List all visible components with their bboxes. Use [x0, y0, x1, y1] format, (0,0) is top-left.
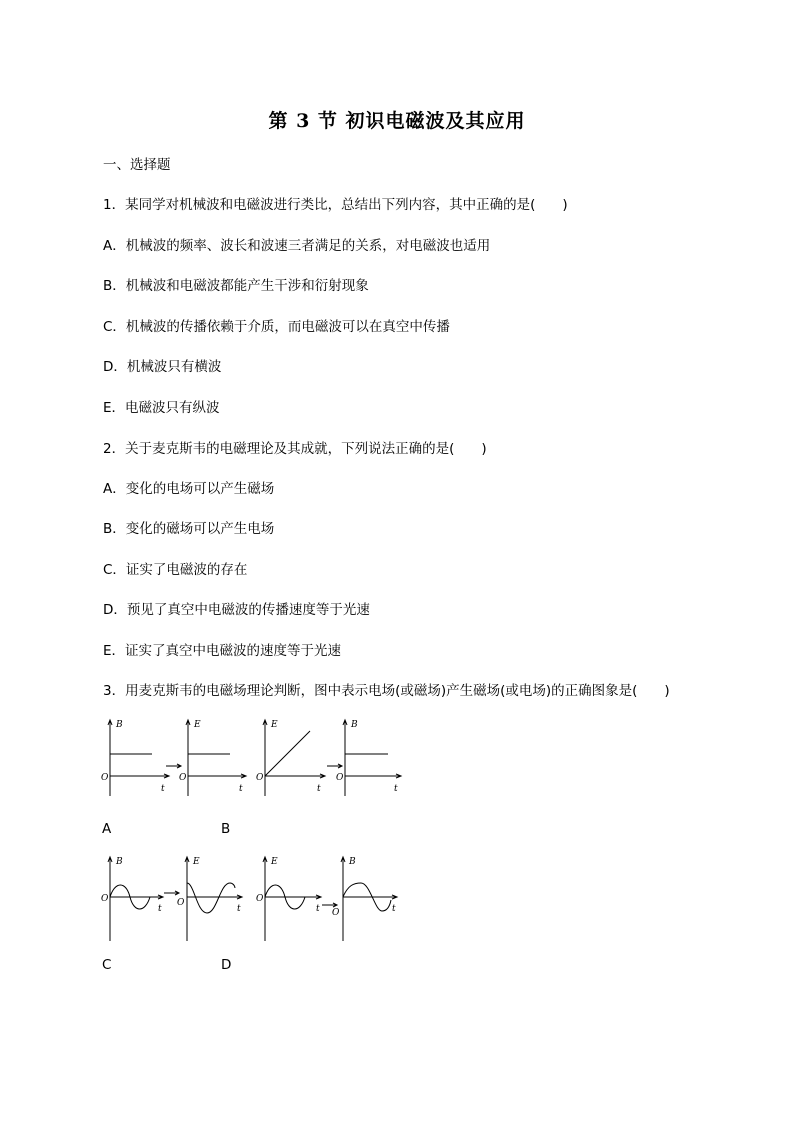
- axis-label-o: O: [177, 898, 185, 908]
- figure-label-c: C: [102, 957, 112, 973]
- axis-label-t: t: [161, 784, 165, 794]
- axis-label-b: B: [349, 857, 356, 867]
- axis-label-o: O: [101, 773, 109, 783]
- axis-label-o: O: [256, 773, 264, 783]
- axis-label-t: t: [316, 904, 320, 914]
- axis-label-b: B: [351, 720, 358, 730]
- axis-label-o: O: [336, 773, 344, 783]
- axis-label-b: B: [116, 857, 123, 867]
- q1-option-c: C．机械波的传播依赖于介质，而电磁波可以在真空中传播: [103, 319, 450, 335]
- q1-option-b: B．机械波和电磁波都能产生干涉和衍射现象: [103, 278, 369, 294]
- q1-option-d: D．机械波只有横波: [103, 359, 222, 375]
- axis-label-e: E: [271, 857, 278, 867]
- axis-label-t: t: [392, 904, 396, 914]
- axis-label-o: O: [179, 773, 187, 783]
- axis-label-o: O: [101, 894, 109, 904]
- axis-label-b: B: [116, 720, 123, 730]
- figure-label-d: D: [221, 957, 232, 973]
- q2-option-a: A．变化的电场可以产生磁场: [103, 481, 275, 497]
- page-title: 第 3 节 初识电磁波及其应用: [268, 110, 526, 132]
- axis-label-o: O: [332, 908, 340, 918]
- axis-label-t: t: [317, 784, 321, 794]
- axis-label-t: t: [239, 784, 243, 794]
- q1-option-e: E．电磁波只有纵波: [103, 400, 220, 416]
- q3-stem: 3．用麦克斯韦的电磁场理论判断，图中表示电场(或磁场)产生磁场(或电场)的正确图象是( ): [103, 683, 670, 699]
- cosine-wave: [187, 883, 235, 913]
- axis-label-e: E: [193, 857, 200, 867]
- q2-stem: 2．关于麦克斯韦的电磁理论及其成就，下列说法正确的是( ): [103, 441, 487, 457]
- q1-option-a: A．机械波的频率、波长和波速三者满足的关系，对电磁波也适用: [103, 238, 491, 254]
- graph-line: [265, 731, 310, 776]
- q2-option-d: D．预见了真空中电磁波的传播速度等于光速: [103, 602, 370, 618]
- q2-option-c: C．证实了电磁波的存在: [103, 562, 248, 578]
- axis-label-e: E: [271, 720, 278, 730]
- q3-figure-cd: [98, 853, 408, 943]
- axis-label-t: t: [158, 904, 162, 914]
- q2-option-e: E．证实了真空中电磁波的速度等于光速: [103, 643, 342, 659]
- section-heading: 一、选择题: [103, 157, 171, 173]
- figure-label-b: B: [221, 821, 231, 837]
- axis-label-o: O: [256, 894, 264, 904]
- q2-option-b: B．变化的磁场可以产生电场: [103, 521, 275, 537]
- figure-label-a: A: [102, 821, 112, 837]
- q1-stem: 1．某同学对机械波和电磁波进行类比，总结出下列内容，其中正确的是( ): [103, 197, 568, 213]
- q3-figure-ab: [98, 716, 408, 800]
- axis-label-e: E: [194, 720, 201, 730]
- axis-label-t: t: [394, 784, 398, 794]
- axis-label-t: t: [237, 904, 241, 914]
